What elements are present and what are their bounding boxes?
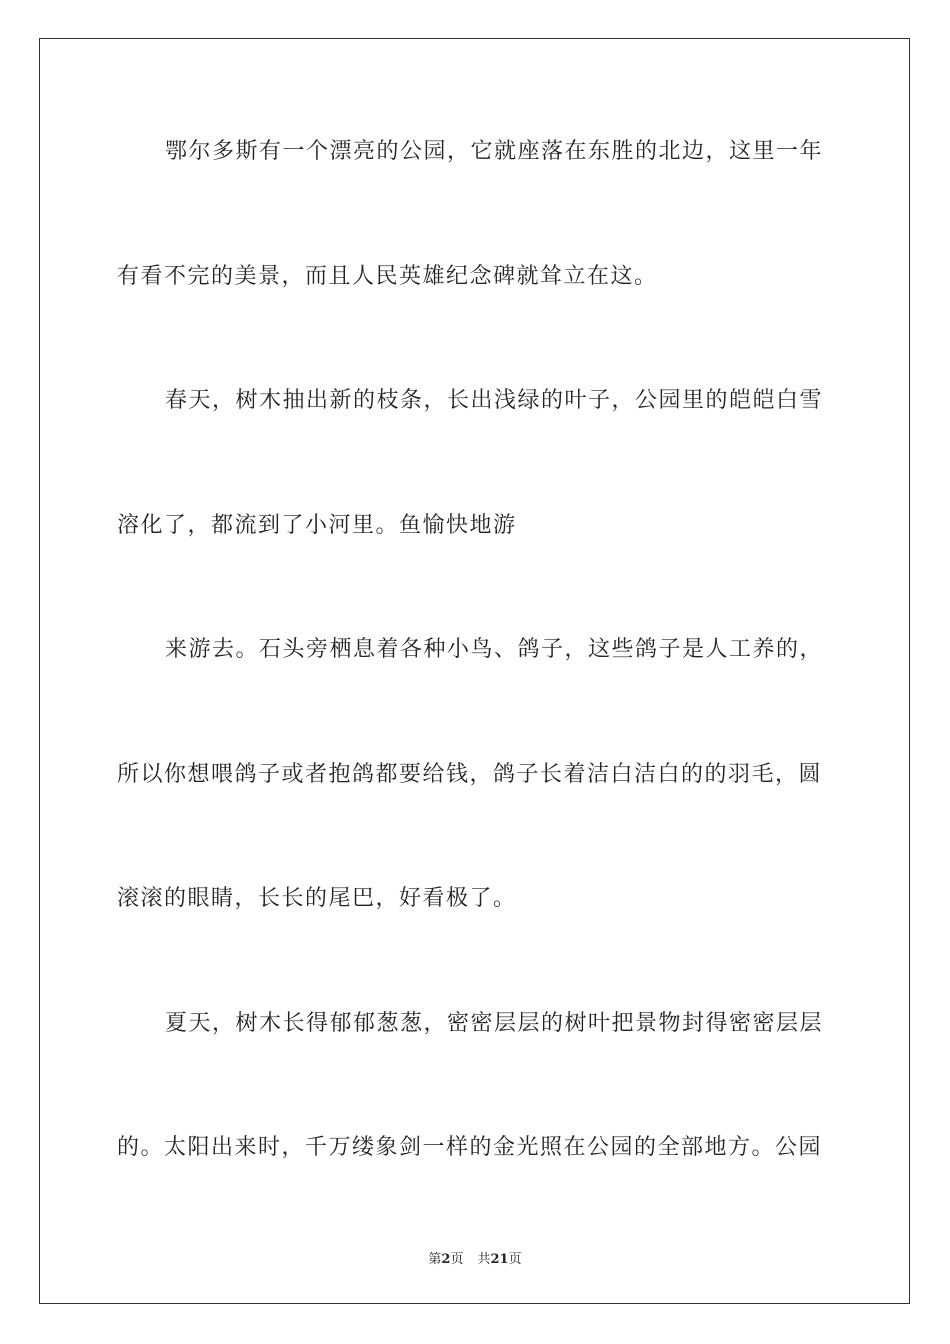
page-suffix: 页 xyxy=(450,1252,464,1267)
paragraph-1-line-2: 有看不完的美景，而且人民英雄纪念碑就耸立在这。 xyxy=(117,264,658,289)
page-border xyxy=(39,38,910,1304)
paragraph-4-line-2: 的。太阳出来时，千万缕象剑一样的金光照在公园的全部地方。公园 xyxy=(117,1135,823,1160)
paragraph-2-line-1: 春天，树木抽出新的枝条，长出浅绿的叶子，公园里的皑皑白雪 xyxy=(165,388,824,413)
total-suffix: 页 xyxy=(508,1252,522,1267)
paragraph-2-line-2: 溶化了，都流到了小河里。鱼愉快地游 xyxy=(117,513,517,538)
paragraph-4-line-1: 夏天，树木长得郁郁葱葱，密密层层的树叶把景物封得密密层层 xyxy=(165,1011,824,1036)
page-footer xyxy=(0,1248,950,1267)
total-prefix: 共 xyxy=(477,1252,491,1267)
paragraph-3-line-2: 所以你想喂鸽子或者抱鸽都要给钱，鸽子长着洁白洁白的的羽毛，圆 xyxy=(117,762,823,787)
total-pages: 21 xyxy=(490,1252,509,1267)
page-number: 2 xyxy=(441,1252,451,1267)
paragraph-3-line-1: 来游去。石头旁栖息着各种小鸟、鸽子，这些鸽子是人工养的， xyxy=(165,637,824,662)
page-prefix: 第 xyxy=(428,1252,442,1267)
paragraph-3-line-3: 滚滚的眼睛，长长的尾巴，好看极了。 xyxy=(117,886,517,911)
paragraph-1-line-1: 鄂尔多斯有一个漂亮的公园，它就座落在东胜的北边，这里一年 xyxy=(165,139,824,164)
